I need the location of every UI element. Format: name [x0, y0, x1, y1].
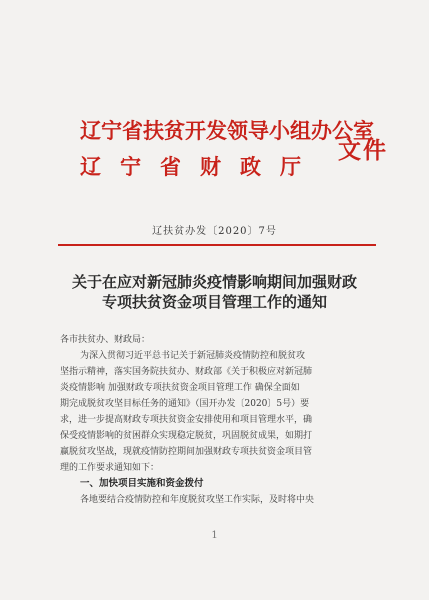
title-line-2: 专项扶贫资金项目管理工作的通知 [101, 293, 327, 311]
title-line-1: 关于在应对新冠肺炎疫情影响期间加强财政 [71, 273, 357, 291]
section-heading-1: 一、加快项目实施和资金拨付 [80, 478, 204, 489]
body-line: 坚指示精神，落实国务院扶贫办、财政部《关于积极应对新冠肺 [60, 367, 313, 377]
body-line: 求，进一步提高财政专项扶贫资金安排使用和项目管理水平，确 [60, 415, 313, 425]
body-line: 理的工作要求通知如下： [60, 463, 160, 473]
page-number: 1 [211, 530, 218, 541]
document-number: 辽扶贫办发〔2020〕7号 [152, 226, 277, 237]
body-line: 炎疫情影响 加强财政专项扶贫资金项目管理工作 确保全面如 [60, 383, 300, 393]
body-line: 为深入贯彻习近平总书记关于新冠肺炎疫情防控和脱贫攻 [80, 351, 306, 361]
notice-body [60, 332, 380, 508]
body-line: 期完成脱贫攻坚目标任务的通知》（国开办发〔2020〕5号）要 [60, 399, 310, 409]
notice-title [40, 272, 389, 312]
body-line: 保受疫情影响的贫困群众实现稳定脱贫，巩固脱贫成果，如期打 [60, 431, 313, 441]
document-word: 文件 [338, 137, 388, 164]
issuer-block [80, 116, 400, 179]
body-line: 赢脱贫攻坚战，现就疫情防控期间加强财政专项扶贫资金项目管 [60, 447, 313, 457]
body-line: 各地要结合疫情防控和年度脱贫攻坚工作实际，及时将中央 [80, 495, 315, 505]
issuer-line-2: 辽宁省财政厅 [80, 154, 320, 179]
issuer-line-1: 辽宁省扶贫开发领导小组办公室 [80, 118, 374, 143]
salutation: 各市扶贫办、财政局： [60, 335, 151, 345]
document-header [80, 116, 400, 179]
red-divider-line [58, 244, 376, 246]
